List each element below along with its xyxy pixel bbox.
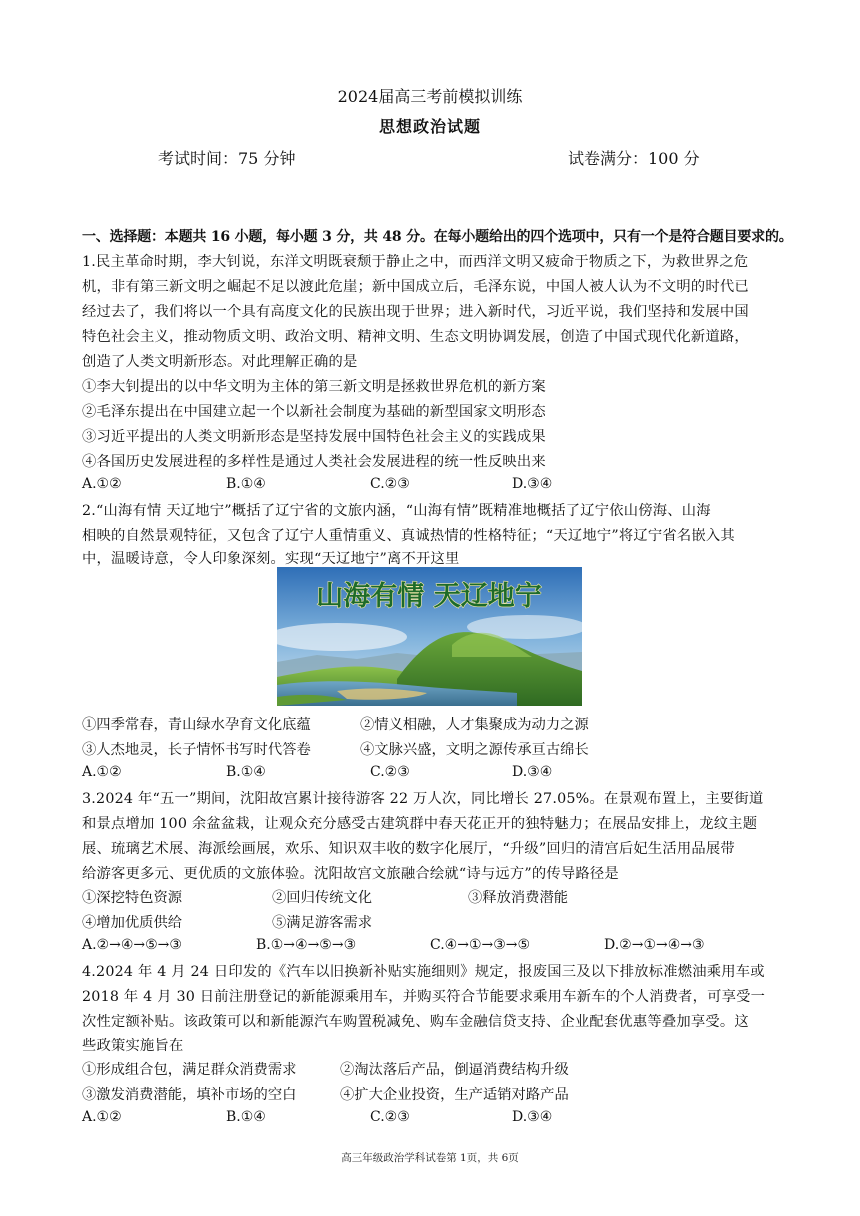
page-footer: 高三年级政治学科试卷第 1页，共 6页 <box>341 1152 519 1164</box>
statement-item: ④增加优质供给 <box>82 915 183 931</box>
statement-item: ③人杰地灵，长子情怀书写时代答卷 <box>82 742 311 758</box>
choice-a: A.①② <box>82 764 122 780</box>
statement-item: ①李大钊提出的以中华文明为主体的第三新文明是拯救世界危机的新方案 <box>82 379 546 395</box>
question-text-line: 次性定额补贴。该政策可以和新能源汽车购置税减免、购车金融信贷支持、企业配套优惠等叠加享受。这 <box>82 1014 749 1030</box>
question-text-line: 和景点增加 100 余盆盆栽，让观众充分感受古建筑群中春天花正开的独特魅力；在展品安排上，龙纹主题 <box>82 816 758 832</box>
question-text-line: 1.民主革命时期，李大钊说，东洋文明既衰颓于静止之中，而西洋文明又疲命于物质之下，为救世界之危 <box>82 254 749 270</box>
question-text-line: 给游客更多元、更优质的文旅体验。沈阳故宫文旅融合绘就“诗与远方”的传导路径是 <box>82 866 619 882</box>
statement-item: ②回归传统文化 <box>272 890 373 906</box>
exam-title: 2024届高三考前模拟训练 <box>337 87 523 106</box>
choice-b: B.①④ <box>226 476 266 492</box>
liaoning-landscape-image <box>277 567 582 706</box>
question-text-line: 经过去了，我们将以一个具有高度文化的民族出现于世界；进入新时代，习近平说，我们坚持和发展中国 <box>82 304 749 320</box>
statement-item: ③习近平提出的人类文明新形态是坚持发展中国特色社会主义的实践成果 <box>82 429 546 445</box>
question-text-line: 些政策实施旨在 <box>82 1038 184 1054</box>
choice-a: A.①② <box>82 476 122 492</box>
choice-b: B.①④ <box>226 764 266 780</box>
choice-a: A.①② <box>82 1109 122 1125</box>
choice-a: A.②→④→⑤→③ <box>82 937 182 953</box>
question-text-line: 相映的自然景观特征，又包含了辽宁人重情重义、真诚热情的性格特征；“天辽地宁”将辽宁省名嵌入其 <box>82 528 735 544</box>
question-text-line: 3.2024 年“五一”期间，沈阳故宫累计接待游客 22 万人次，同比增长 27.05%。在景观布置上，主要街道 <box>82 791 764 807</box>
choice-d: D.②→①→④→③ <box>604 937 705 953</box>
statement-item: ①四季常春，青山绿水孕育文化底蕴 <box>82 717 311 733</box>
section-heading: 一、选择题：本题共 16 小题，每小题 3 分，共 48 分。在每小题给出的四个选项中，只有一个是符合题目要求的。 <box>82 229 793 245</box>
statement-item: ④各国历史发展进程的多样性是通过人类社会发展进程的统一性反映出来 <box>82 454 546 470</box>
choice-c: C.②③ <box>370 764 410 780</box>
choice-d: D.③④ <box>512 476 553 492</box>
choice-c: C.②③ <box>370 1109 410 1125</box>
statement-item: ④扩大企业投资，生产适销对路产品 <box>340 1087 569 1103</box>
statement-item: ①深挖特色资源 <box>82 890 183 906</box>
question-text-line: 2018 年 4 月 30 日前注册登记的新能源乘用车，并购买符合节能要求乘用车新车的个人消费者，可享受一 <box>82 989 766 1005</box>
question-text-line: 展、琉璃艺术展、海派绘画展，欢乐、知识双丰收的数字化展厅，“升级”回归的清宫后妃生活用品展带 <box>82 841 735 857</box>
statement-item: ③释放消费潜能 <box>468 890 569 906</box>
statement-item: ②毛泽东提出在中国建立起一个以新社会制度为基础的新型国家文明形态 <box>82 404 546 420</box>
statement-item: ③激发消费潜能，填补市场的空白 <box>82 1087 297 1103</box>
statement-item: ④文脉兴盛，文明之源传承亘古绵长 <box>360 742 589 758</box>
choice-c: C.②③ <box>370 476 410 492</box>
choice-d: D.③④ <box>512 764 553 780</box>
exam-time: 考试时间：75 分钟 <box>158 149 296 168</box>
choice-c: C.④→①→③→⑤ <box>430 937 531 953</box>
statement-item: ②淘汰落后产品，倒逼消费结构升级 <box>340 1062 569 1078</box>
statement-item: ⑤满足游客需求 <box>272 915 373 931</box>
question-text-line: 中，温暖诗意，令人印象深刻。实现“天辽地宁”离不开这里 <box>82 551 460 567</box>
question-text-line: 2.“山海有情 天辽地宁”概括了辽宁省的文旅内涵，“山海有情”既精准地概括了辽宁依山傍海、山海 <box>82 503 711 519</box>
choice-d: D.③④ <box>512 1109 553 1125</box>
choice-b: B.①④ <box>226 1109 266 1125</box>
full-score: 试卷满分：100 分 <box>568 149 700 168</box>
choice-b: B.①→④→⑤→③ <box>256 937 357 953</box>
question-text-line: 创造了人类文明新形态。对此理解正确的是 <box>82 354 358 370</box>
question-text-line: 特色社会主义，推动物质文明、政治文明、精神文明、生态文明协调发展，创造了中国式现代化新道路， <box>82 329 749 345</box>
statement-item: ②情义相融，人才集聚成为动力之源 <box>360 717 589 733</box>
exam-subtitle: 思想政治试题 <box>378 117 481 136</box>
question-text-line: 4.2024 年 4 月 24 日印发的《汽车以旧换新补贴实施细则》规定，报废国三及以下排放标准燃油乘用车或 <box>82 964 765 980</box>
banner-text: 山海有情 天辽地宁 <box>316 581 542 612</box>
statement-item: ①形成组合包，满足群众消费需求 <box>82 1062 297 1078</box>
question-text-line: 机，非有第三新文明之崛起不足以渡此危崖；新中国成立后，毛泽东说，中国人被人认为不文明的时代已 <box>82 279 749 295</box>
